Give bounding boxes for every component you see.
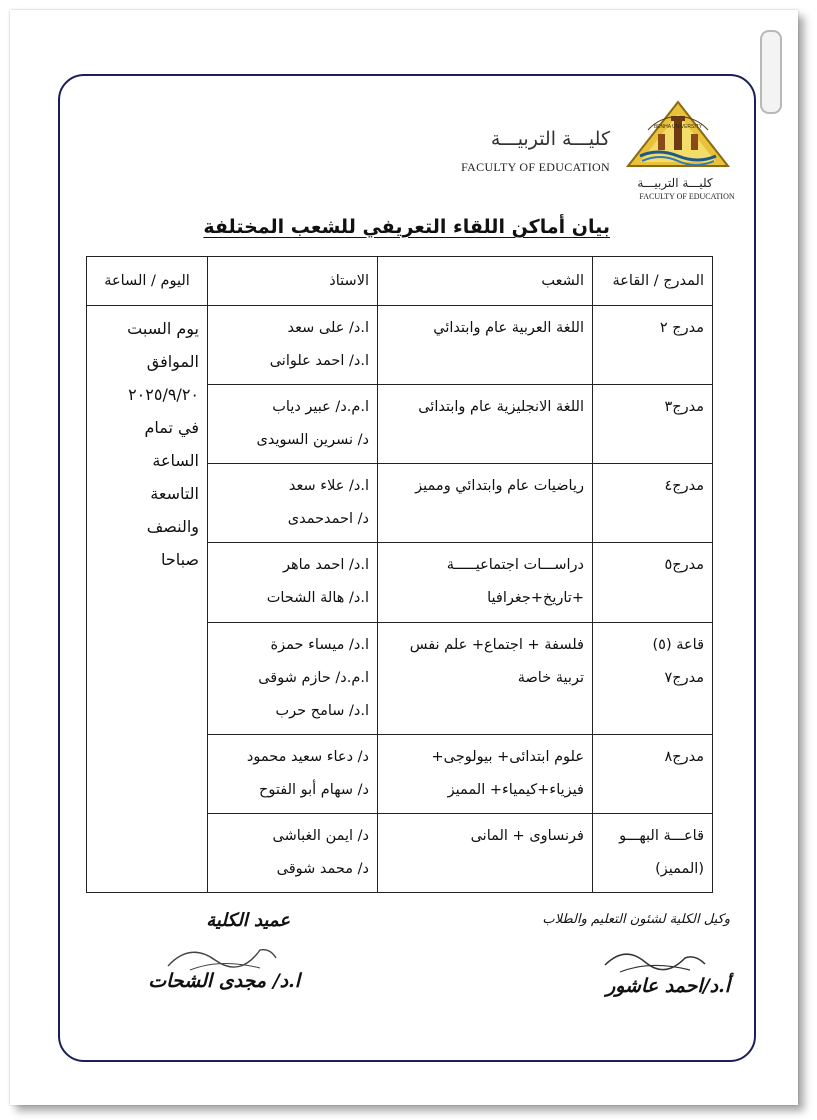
hall-cell	[593, 306, 713, 385]
hall-cell-line: مدرج٨	[664, 748, 704, 765]
section-cell	[378, 543, 593, 622]
section-cell-line: فرنساوى + المانى	[470, 827, 584, 844]
hall-cell	[593, 385, 713, 464]
section-cell	[378, 385, 593, 464]
section-cell-line: علوم ابتدائى+ بيولوجى+	[431, 748, 584, 765]
section-cell	[378, 813, 593, 892]
professor-cell	[208, 734, 378, 813]
day-time-line: ٢٠٢٥/٩/٢٠	[128, 385, 199, 404]
professor-cell-line: د/ نسرين السويدى	[256, 432, 369, 449]
section-cell-line: فيزياء+كيمياء+ المميز	[447, 781, 584, 798]
professor-cell	[208, 464, 378, 543]
professor-cell-line: د/ دعاء سعيد محمود	[246, 748, 369, 765]
hall-cell-line: مدرج٥	[664, 557, 704, 574]
hall-cell-line: مدرج٤	[664, 478, 704, 495]
hall-cell-line: مدرج٧	[664, 669, 704, 686]
professor-cell	[208, 385, 378, 464]
page-title: بيان أماكن اللقاء التعريفي للشعب المختلفة	[203, 216, 610, 238]
column-header-hall: المدرج / القاعة	[593, 257, 713, 306]
section-cell-line: اللغة الانجليزية عام وابتدائى	[418, 399, 584, 416]
professor-cell-line: ا.د/ احمد ماهر	[282, 557, 369, 574]
professor-cell-line: ا.د/ على سعد	[287, 320, 369, 336]
logo-faculty-english: FACULTY OF EDUCATION	[639, 192, 735, 201]
professor-cell-line: ا.د/ احمد علوانى	[269, 353, 369, 369]
faculty-name-english: FACULTY OF EDUCATION	[461, 160, 610, 174]
hall-cell-line: قاعة (٥)	[652, 636, 704, 653]
section-cell	[378, 306, 593, 385]
section-cell-line: +تاريخ+جغرافيا	[487, 590, 584, 607]
vice-dean-title: وكيل الكلية لشئون التعليم والطلاب	[542, 912, 730, 927]
column-header-section: الشعب	[378, 257, 593, 306]
professor-cell-line: ا.م.د/ حازم شوقى	[258, 669, 369, 686]
day-time-line: التاسعة	[150, 484, 199, 503]
faculty-name-arabic: كليـــة التربيـــة	[490, 128, 610, 150]
day-time-line: صباحا	[160, 550, 199, 569]
day-time-line: الساعة	[152, 451, 199, 470]
section-cell-line: دراســـات اجتماعيـــــة	[446, 557, 584, 574]
schedule-table	[86, 256, 713, 893]
column-header-professor: الاستاذ	[208, 257, 378, 306]
hall-cell-line: قاعـــة البهـــو	[619, 827, 704, 844]
professor-cell-line: ا.د/ علاء سعد	[288, 478, 369, 495]
professor-cell-line: ا.م.د/ عبير دياب	[272, 399, 369, 416]
section-cell	[378, 464, 593, 543]
column-header-day-time: اليوم / الساعة	[87, 257, 208, 306]
day-time-line: في تمام	[144, 418, 199, 437]
day-time-line: والنصف	[146, 517, 199, 536]
hall-cell	[593, 622, 713, 734]
hall-cell	[593, 813, 713, 892]
section-cell-line: رياضيات عام وابتدائي ومميز	[415, 478, 584, 495]
professor-cell-line: د/ ايمن الغباشى	[272, 827, 369, 844]
hall-cell	[593, 734, 713, 813]
hall-cell-line: مدرج٣	[664, 399, 704, 416]
professor-cell	[208, 306, 378, 385]
section-cell-line: اللغة العربية عام وابتدائي	[433, 320, 584, 336]
table-header-row	[87, 257, 713, 306]
professor-cell-line: ا.د/ هالة الشحات	[266, 590, 369, 607]
day-time-line: يوم السبت	[127, 319, 199, 338]
table-row	[87, 306, 713, 385]
vice-dean-name: أ.د/احمد عاشور	[606, 975, 730, 997]
vice-dean-signature-scribble	[600, 940, 710, 980]
day-time-line: الموافق	[146, 352, 199, 371]
professor-cell	[208, 622, 378, 734]
professor-cell	[208, 813, 378, 892]
logo-ring-text: BENHA UNIVERSITY	[653, 124, 703, 130]
section-cell-line: فلسفة + اجتماع+ علم نفس	[409, 636, 584, 653]
professor-cell-line: ا.د/ ميساء حمزة	[270, 636, 369, 653]
section-cell	[378, 622, 593, 734]
hall-cell	[593, 464, 713, 543]
hall-cell-line: مدرج ٢	[659, 320, 704, 336]
hall-cell-line: (المميز)	[655, 860, 704, 877]
paper-clip-icon	[760, 30, 782, 114]
section-cell	[378, 734, 593, 813]
day-time-cell	[87, 306, 208, 893]
hall-cell	[593, 543, 713, 622]
professor-cell-line: د/ سهام أبو الفتوح	[259, 781, 369, 798]
professor-cell-line: ا.د/ سامح حرب	[275, 702, 369, 719]
professor-cell-line: د/ محمد شوقى	[276, 860, 369, 877]
professor-cell-line: د/ احمدحمدى	[287, 511, 369, 528]
dean-name: ا.د/ مجدى الشحات	[148, 970, 300, 992]
dean-title: عميد الكلية	[206, 910, 290, 931]
section-cell-line: تربية خاصة	[517, 669, 584, 686]
logo-faculty-arabic: كليـــة التربيـــة	[637, 176, 713, 190]
professor-cell	[208, 543, 378, 622]
